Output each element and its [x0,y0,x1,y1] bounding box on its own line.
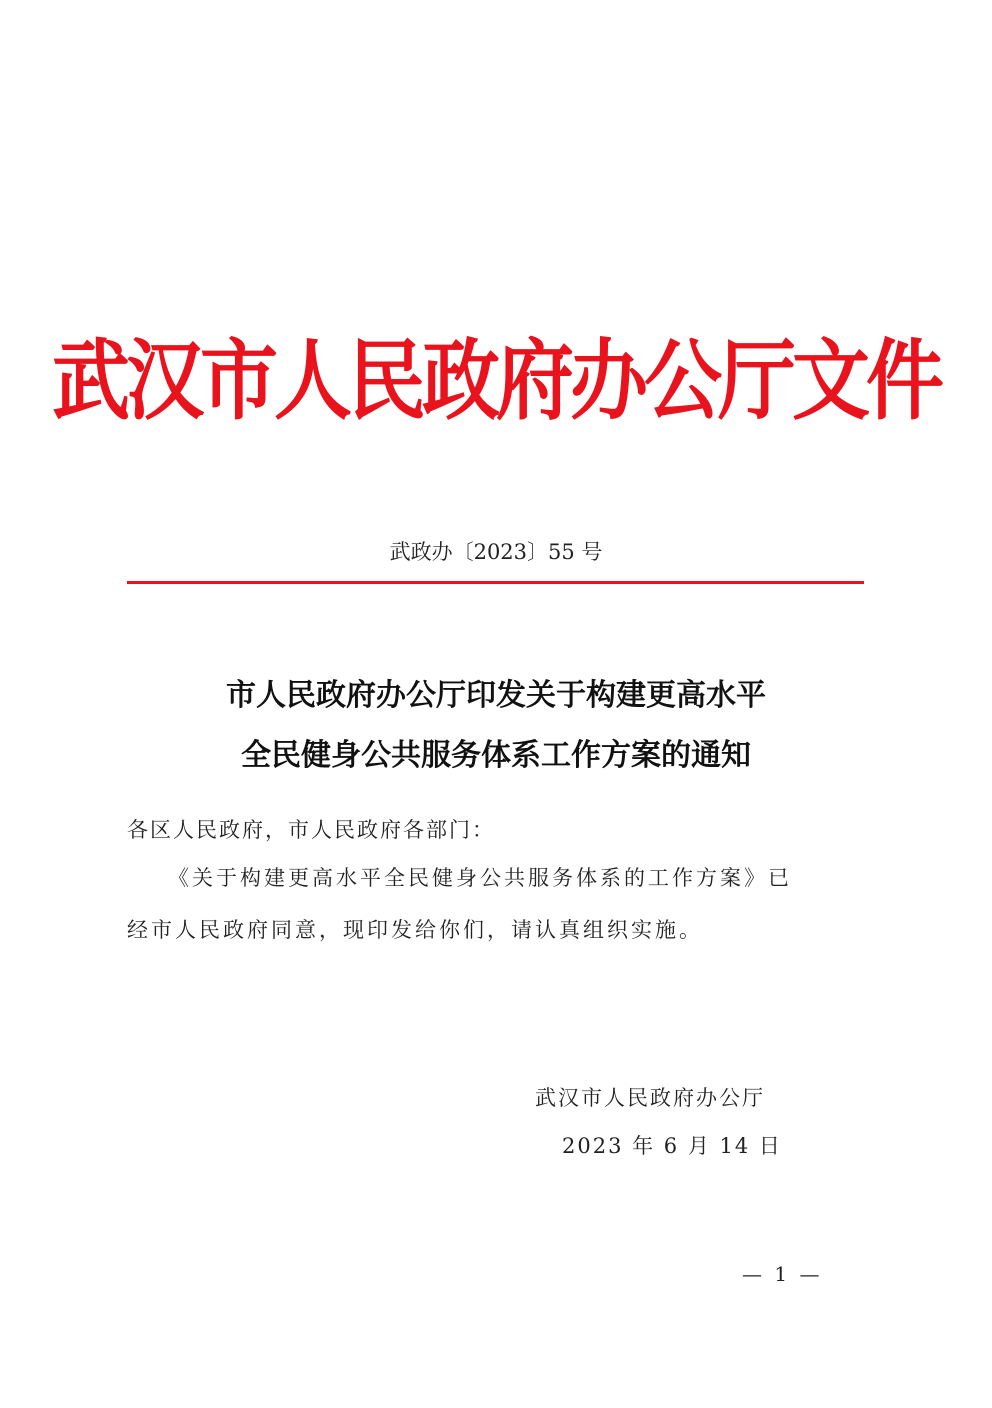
body-paragraph-line-1: 《关于构建更高水平全民健身公共服务体系的工作方案》已 [168,866,792,890]
issuer-signature: 武汉市人民政府办公厅 [535,1086,765,1110]
red-divider-rule [127,581,864,584]
salutation: 各区人民政府，市人民政府各部门： [127,818,495,842]
issuing-org-header: 武汉市人民政府办公厅文件 [51,330,940,433]
document-title-line-2: 全民健身公共服务体系工作方案的通知 [241,738,751,773]
body-paragraph-line-2: 经市人民政府同意，现印发给你们，请认真组织实施。 [127,918,703,942]
issue-date: 2023 年 6 月 14 日 [562,1134,782,1158]
document-title-line-1: 市人民政府办公厅印发关于构建更高水平 [226,678,766,713]
page-number: — 1 — [742,1262,823,1286]
document-number: 武政办〔2023〕55 号 [389,540,603,564]
